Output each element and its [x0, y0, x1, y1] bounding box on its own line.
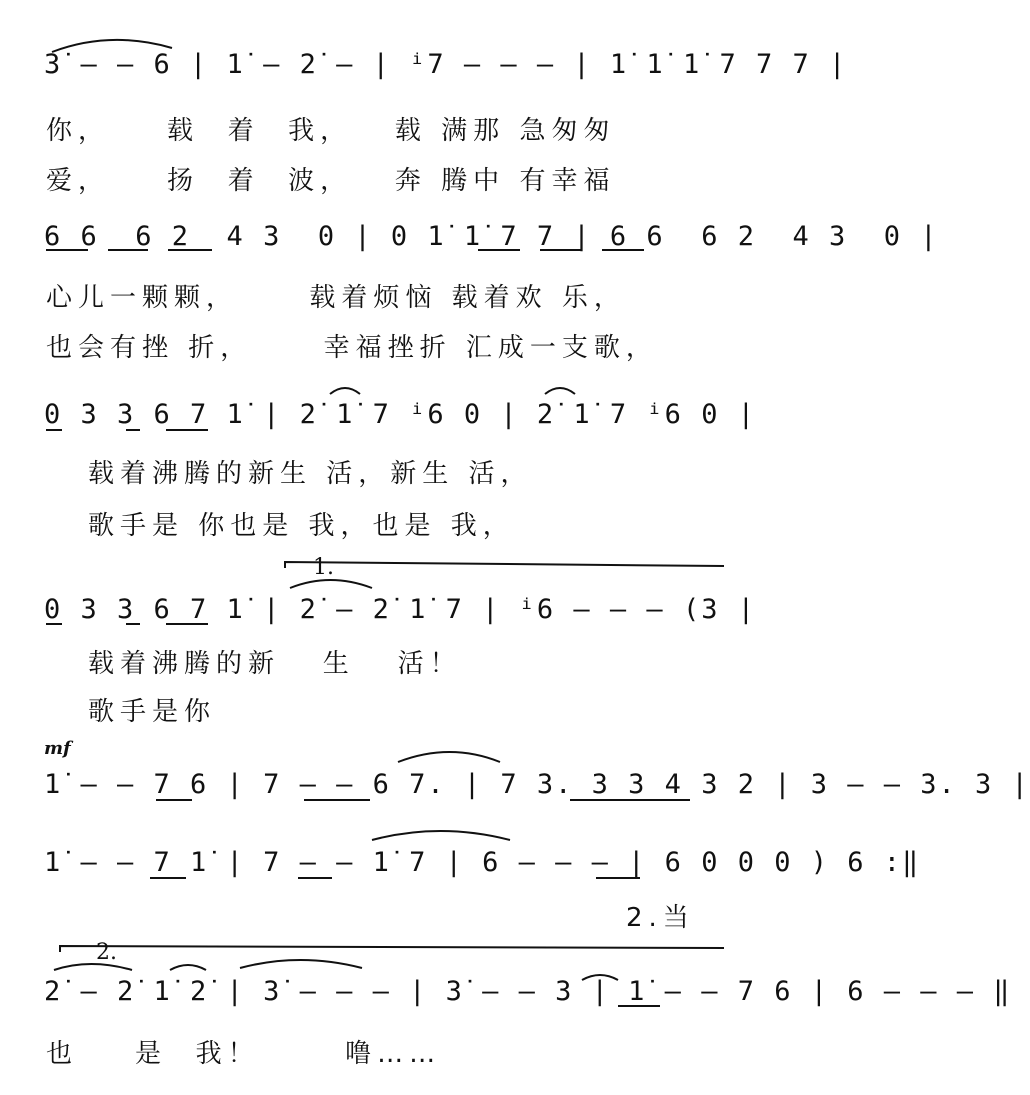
lyric-line-1a: 你， 载 着 我， 载 满那 急匆匆: [46, 116, 616, 146]
lyric-line-2b: 也会有挫 折， 幸福挫折 汇成一支歌，: [46, 333, 658, 363]
slur: [398, 752, 500, 762]
notation-line-1: 3̇ – – 6 | 1̇ – 2̇ – | ⁱ7 – – – | 1̇ 1̇ 1̇ 7 7 7 |: [44, 49, 848, 80]
volta-1-label: 1.: [313, 555, 334, 580]
lyric-line-4b: 歌手是你: [88, 697, 217, 727]
slur: [582, 975, 618, 980]
slur: [545, 388, 575, 394]
notation-line-3: 0 3 3 6 7 1̇ | 2̇ 1̇ 7 ⁱ6 0 | 2̇ 1̇ 7 ⁱ6 0 |: [44, 399, 756, 430]
volta-bracket-1: [285, 562, 724, 568]
second-ending-cue: 2.当: [626, 903, 695, 933]
notation-line-5: 1̇ – – 7 6 | 7 – – 6 7. | 7 3. 3 3 4 3 2 | 3 – – 3. 3 |: [44, 769, 1030, 800]
slur: [372, 831, 510, 840]
slur: [54, 964, 132, 970]
lyric-line-3a: 载着沸腾的新生 活，新生 活，: [88, 459, 533, 489]
lyric-line-2a: 心儿一颗颗， 载着烦恼 载着欢 乐，: [46, 283, 626, 313]
lyric-line-4a: 载着沸腾的新 生 活！: [88, 649, 462, 679]
lyric-line-1b: 爱， 扬 着 波， 奔 腾中 有幸福: [46, 166, 616, 196]
lyric-line-7: 也 是 我！ 噜……: [46, 1039, 442, 1069]
notation-line-2: 6 6 6 2 4 3 0 | 0 1̇ 1̇ 7 7 | 6 6 6 2 4 3 0 |: [44, 221, 939, 252]
slur: [52, 40, 172, 52]
volta-2-label: 2.: [96, 940, 117, 965]
slur: [170, 965, 206, 970]
slur: [290, 580, 372, 588]
slur: [330, 388, 360, 394]
notation-line-7: 2̇ – 2̇ 1̇ 2̇ | 3̇ – – – | 3̇ – – 3 | 1̇ – – 7 6 | 6 – – – ‖: [44, 976, 1012, 1007]
volta-bracket-2: [60, 946, 724, 952]
notation-line-6: 1̇ – – 7 1̇ | 7 – – 1̇ 7 | 6 – – – | 6 0 0 0 ) 6 :‖: [44, 847, 921, 878]
slur: [240, 960, 362, 968]
dynamic-mark: mf: [44, 738, 71, 759]
notation-line-4: 0 3 3 6 7 1̇ | 2̇ – 2̇ 1̇ 7 | ⁱ6 – – – (3 |: [44, 594, 756, 625]
lyric-line-3b: 歌手是 你也是 我，也是 我，: [88, 511, 515, 541]
